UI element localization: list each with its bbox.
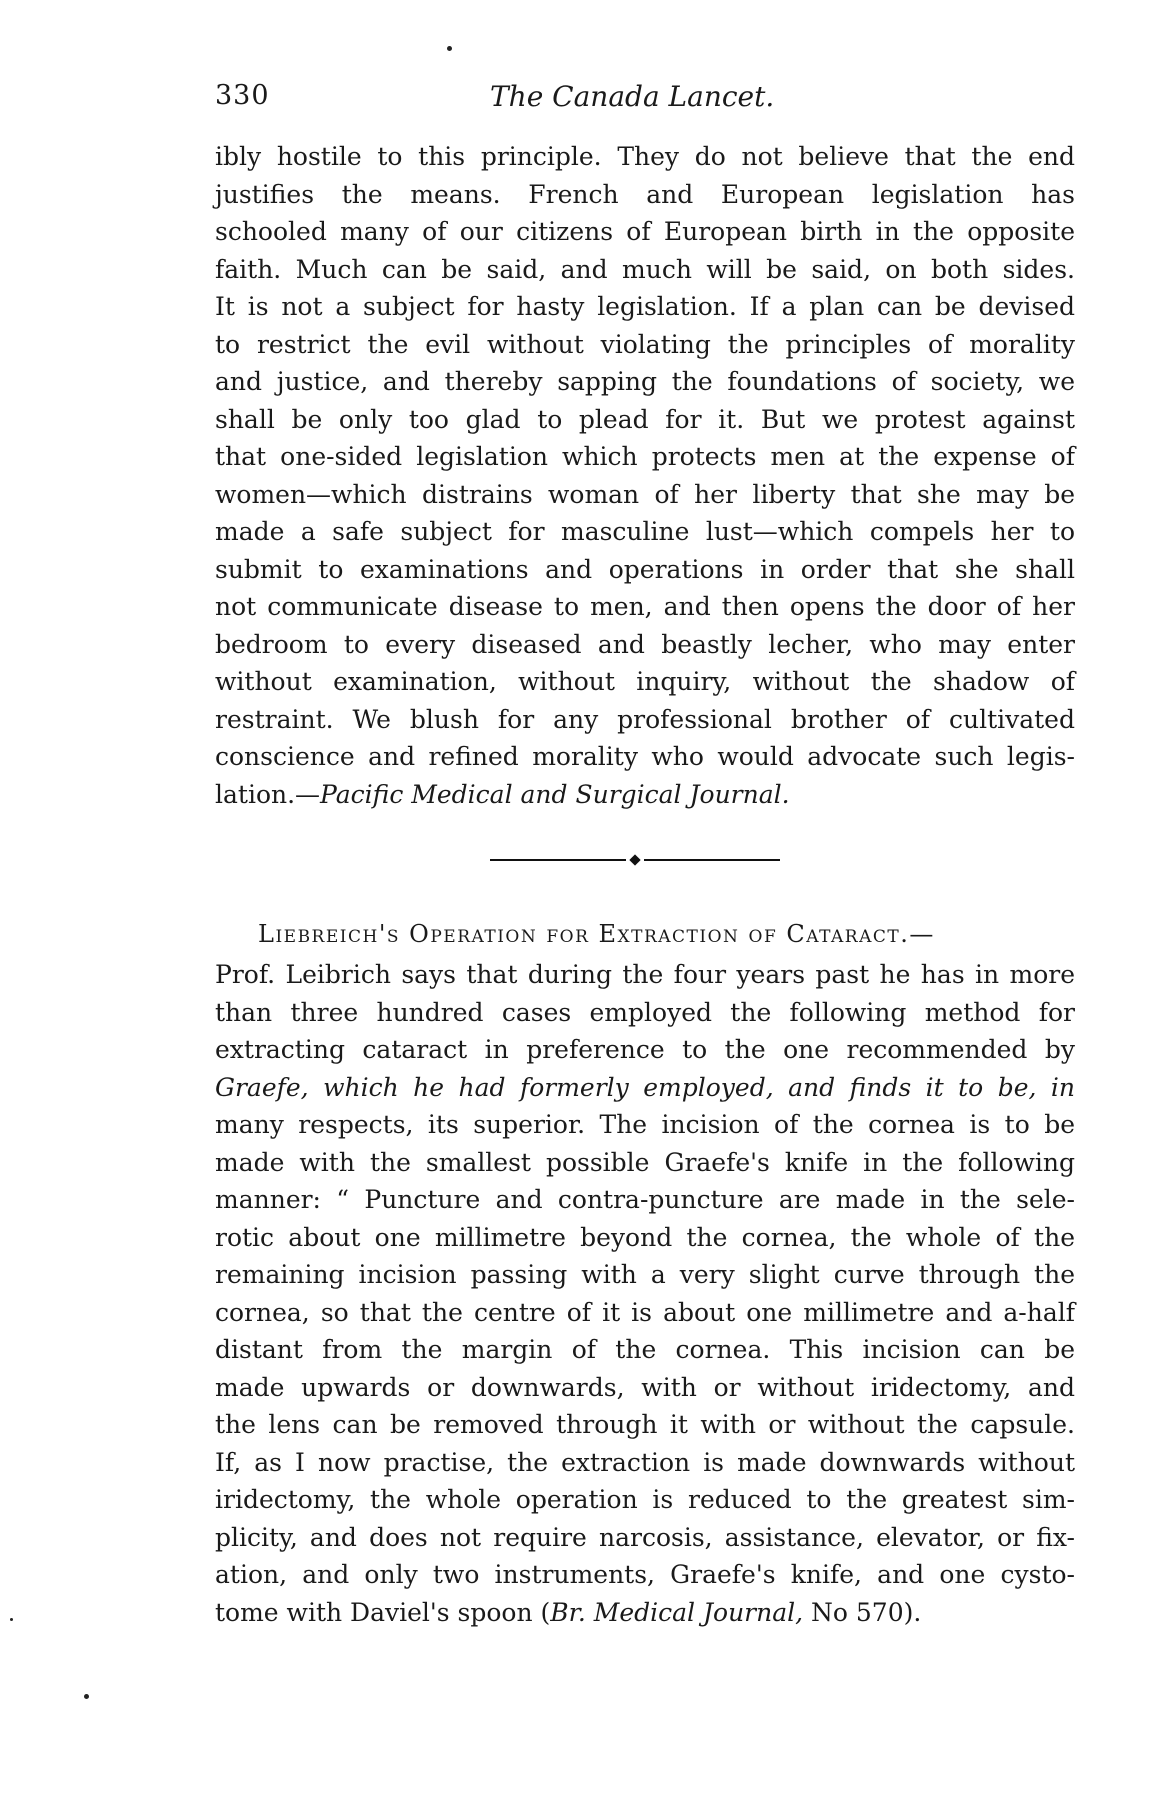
journal-citation: Br. Medical Journal, [550, 1597, 804, 1627]
text-line: many respects, its superior. The incision of the cornea is to be [215, 1110, 1075, 1139]
text-line: women—which distrains woman of her liberty that she may be [215, 479, 1075, 509]
text-line: schooled many of our citizens of European birth in the opposite [215, 217, 1075, 246]
italic-text: Graefe, which he had formerly employed, and finds it to be, in [215, 1072, 1075, 1102]
text-line: ation, and only two instruments, Graefe's knife, and one cysto- [215, 1560, 1075, 1589]
text-line: justifies the means. French and European legislation has [215, 179, 1075, 209]
text-line: If, as I now practise, the extraction is made downwards without [215, 1447, 1075, 1477]
text-line: Prof. Leibrich says that during the four years past he has in more [215, 960, 1075, 989]
text-line: the lens can be removed through it with or without the capsule. [215, 1410, 1075, 1439]
text-line: extracting cataract in preference to the one recommended by [215, 1035, 1075, 1064]
text-fragment: tome with Daviel's spoon ( [215, 1597, 551, 1627]
text-line: made upwards or downwards, with or without iridectomy, and [215, 1372, 1075, 1402]
text-line: shall be only too glad to plead for it. But we protest against [215, 404, 1075, 434]
text-line-italic [215, 1069, 1075, 1107]
text-line: than three hundred cases employed the following method for [215, 997, 1075, 1027]
text-line: remaining incision passing with a very slight curve through the [215, 1260, 1075, 1289]
source-citation: Pacific Medical and Surgical Journal. [320, 779, 790, 809]
text-line: It is not a subject for hasty legislation. If a plan can be devised [215, 292, 1075, 321]
paragraph-1 [215, 138, 1075, 813]
text-line: ibly hostile to this principle. They do not believe that the end [215, 142, 1075, 171]
print-speck [10, 1618, 13, 1621]
running-title: The Canada Lancet. [490, 80, 775, 113]
print-speck [84, 1694, 89, 1699]
text-line-last [215, 776, 1075, 814]
paragraph-2 [215, 956, 1075, 1631]
print-speck [447, 46, 452, 51]
section-divider [490, 856, 780, 864]
article-title [258, 920, 1075, 948]
text-fragment: lation.— [215, 779, 321, 809]
text-line: that one-sided legislation which protects men at the expense of [215, 442, 1075, 471]
text-line: not communicate disease to men, and then opens the door of her [215, 592, 1075, 621]
divider-rule-right [644, 859, 780, 861]
text-line: manner: “ Puncture and contra-puncture are made in the sele- [215, 1185, 1075, 1214]
text-line: submit to examinations and operations in order that she shall [215, 554, 1075, 584]
text-fragment: No 570). [803, 1597, 922, 1627]
text-line: faith. Much can be said, and much will be said, on both sides. [215, 254, 1075, 284]
text-line: rotic about one millimetre beyond the cornea, the whole of the [215, 1222, 1075, 1252]
text-line: iridectomy, the whole operation is reduced to the greatest sim- [215, 1485, 1075, 1514]
divider-rule-left [490, 859, 626, 861]
divider-ornament [629, 854, 640, 865]
text-line: restraint. We blush for any professional brother of cultivated [215, 704, 1075, 734]
page-number: 330 [215, 80, 270, 111]
text-line: conscience and refined morality who would advocate such legis- [215, 742, 1075, 771]
page-header [215, 80, 1075, 120]
article-title-text: Liebreich's Operation for Extraction of Cataract.— [258, 920, 935, 948]
text-line: bedroom to every diseased and beastly lecher, who may enter [215, 629, 1075, 659]
text-line: made with the smallest possible Graefe's knife in the following [215, 1147, 1075, 1177]
text-line: without examination, without inquiry, without the shadow of [215, 667, 1075, 696]
text-line: and justice, and thereby sapping the foundations of society, we [215, 367, 1075, 396]
text-line: to restrict the evil without violating the principles of morality [215, 329, 1075, 359]
text-line: made a safe subject for masculine lust—which compels her to [215, 517, 1075, 546]
text-line: cornea, so that the centre of it is about one millimetre and a-half [215, 1297, 1075, 1327]
text-line: distant from the margin of the cornea. This incision can be [215, 1335, 1075, 1364]
text-line-last [215, 1594, 1075, 1632]
text-line: plicity, and does not require narcosis, assistance, elevator, or fix- [215, 1522, 1075, 1552]
